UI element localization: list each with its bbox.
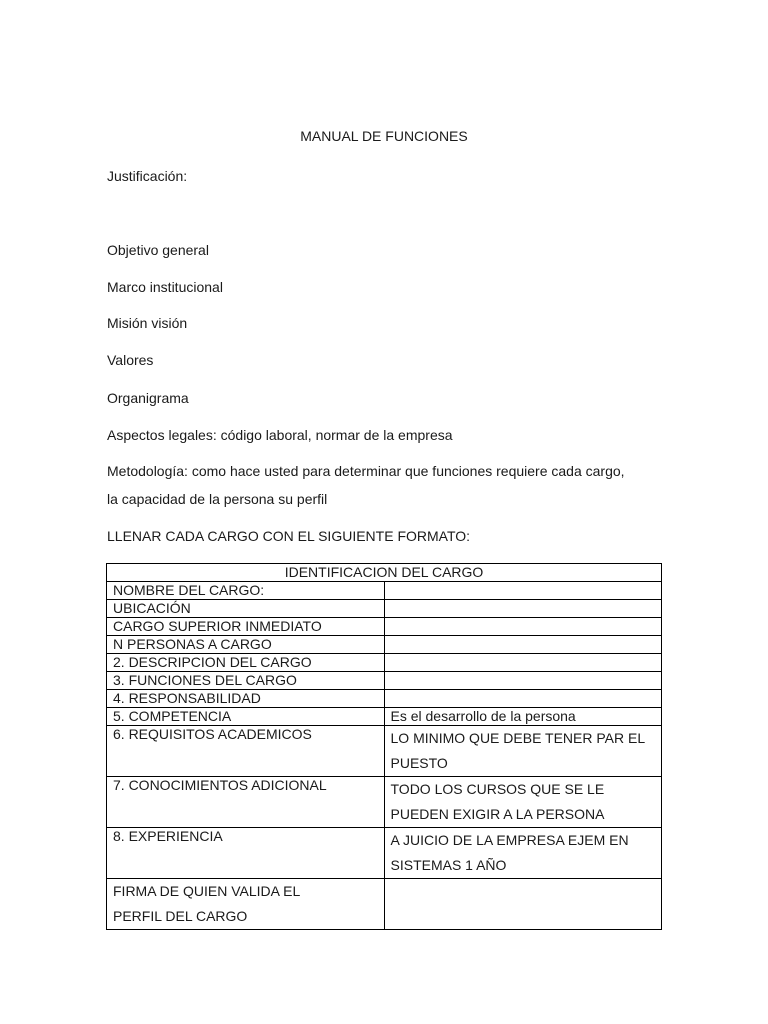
row-value — [384, 879, 662, 930]
row-label: 6. REQUISITOS ACADEMICOS — [107, 726, 385, 777]
row-label: 7. CONOCIMIENTOS ADICIONAL — [107, 777, 385, 828]
row-label: CARGO SUPERIOR INMEDIATO — [107, 618, 385, 636]
section-organigrama: Organigrama — [107, 390, 189, 406]
table-row — [107, 600, 662, 618]
row-label: 8. EXPERIENCIA — [107, 828, 385, 879]
row-label: FIRMA DE QUIEN VALIDA EL PERFIL DEL CARGO — [107, 879, 385, 930]
row-label: N PERSONAS A CARGO — [107, 636, 385, 654]
table-row — [107, 708, 662, 726]
table-row — [107, 690, 662, 708]
row-value: Es el desarrollo de la persona — [384, 708, 662, 726]
table-row — [107, 636, 662, 654]
row-value — [384, 636, 662, 654]
row-value — [384, 582, 662, 600]
row-value: LO MINIMO QUE DEBE TENER PAR EL PUESTO — [384, 726, 662, 777]
row-label: 4. RESPONSABILIDAD — [107, 690, 385, 708]
row-value — [384, 618, 662, 636]
table-row — [107, 879, 662, 930]
table-row — [107, 828, 662, 879]
row-label: 3. FUNCIONES DEL CARGO — [107, 672, 385, 690]
section-metodologia: Metodología: como hace usted para determinar que funciones requiere cada cargo, la capacidad de la persona su perfil — [107, 463, 625, 507]
section-valores: Valores — [107, 352, 154, 368]
row-value: TODO LOS CURSOS QUE SE LE PUEDEN EXIGIR A LA PERSONA — [384, 777, 662, 828]
table-row — [107, 726, 662, 777]
section-objetivo-general: Objetivo general — [107, 242, 209, 258]
job-identification-table — [106, 563, 662, 930]
row-label: 5. COMPETENCIA — [107, 708, 385, 726]
section-instruccion: LLENAR CADA CARGO CON EL SIGUIENTE FORMATO: — [107, 528, 471, 544]
row-label: UBICACIÓN — [107, 600, 385, 618]
row-value — [384, 690, 662, 708]
section-aspectos-legales: Aspectos legales: código laboral, normar de la empresa — [107, 427, 453, 443]
table-row — [107, 777, 662, 828]
row-label: NOMBRE DEL CARGO: — [107, 582, 385, 600]
table-row — [107, 582, 662, 600]
row-value — [384, 654, 662, 672]
document-title: MANUAL DE FUNCIONES — [300, 128, 468, 144]
section-marco-institucional: Marco institucional — [107, 279, 223, 295]
section-justificacion: Justificación: — [107, 168, 188, 184]
row-label: 2. DESCRIPCION DEL CARGO — [107, 654, 385, 672]
table-header: IDENTIFICACION DEL CARGO — [107, 564, 662, 582]
table-row — [107, 654, 662, 672]
table-row — [107, 618, 662, 636]
row-value: A JUICIO DE LA EMPRESA EJEM EN SISTEMAS 1 AÑO — [384, 828, 662, 879]
table-header-row — [107, 564, 662, 582]
section-mision-vision: Misión visión — [107, 315, 188, 331]
row-value — [384, 672, 662, 690]
row-value — [384, 600, 662, 618]
table-row — [107, 672, 662, 690]
